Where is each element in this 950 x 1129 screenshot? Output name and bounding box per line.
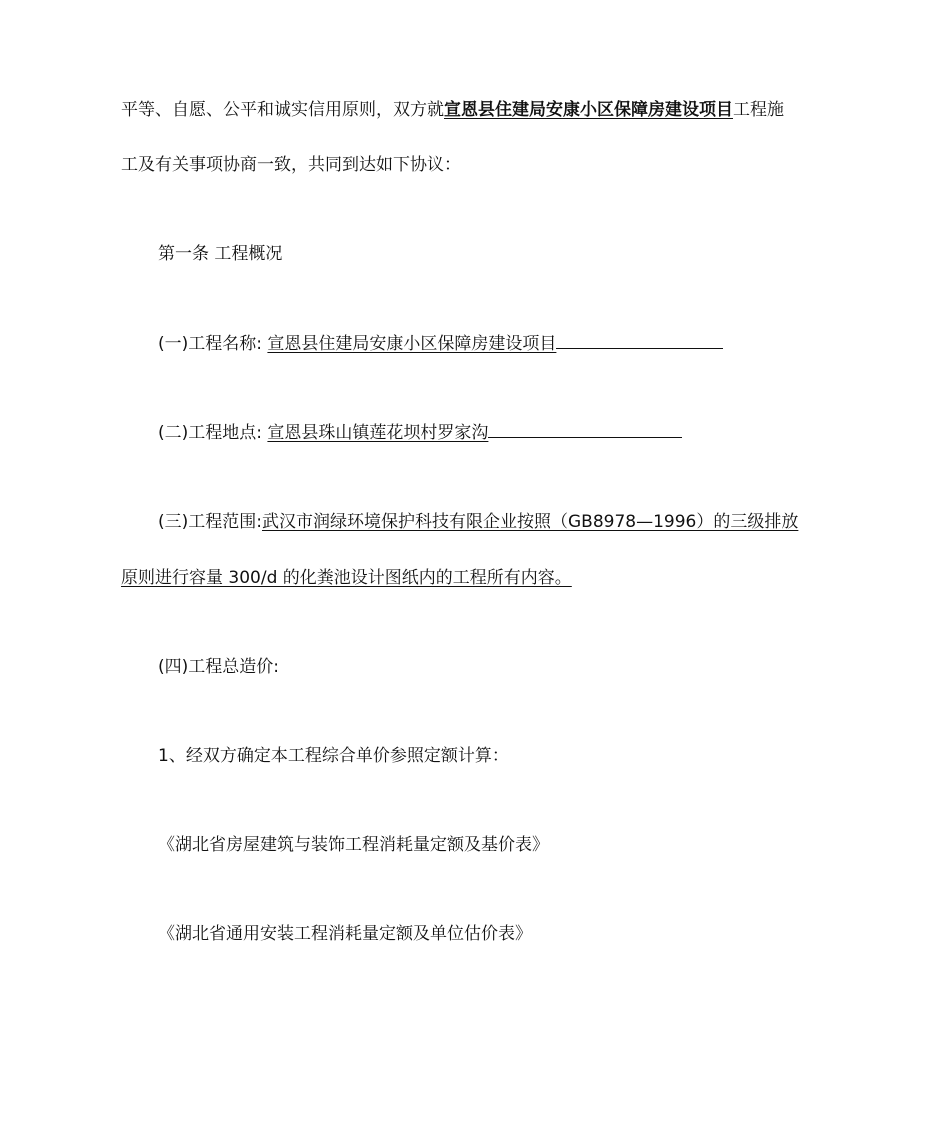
project-scope-value-line2: 原则进行容量 300/d 的化粪池设计图纸内的工程所有内容。 — [121, 568, 572, 588]
standard-document-1: 《湖北省房屋建筑与装饰工程消耗量定额及基价表》 — [158, 835, 549, 855]
project-scope-label: (三)工程范围: — [158, 512, 262, 532]
intro-text-continued: 工及有关事项协商一致，共同到达如下协议： — [121, 155, 461, 175]
intro-text-suffix: 工程施 — [733, 100, 784, 120]
project-location-label: (二)工程地点: — [158, 423, 268, 443]
standard-row-2 — [158, 922, 532, 946]
paragraph-line-1 — [121, 98, 784, 122]
total-cost-row — [158, 655, 279, 679]
project-name-value: 宣恩县住建局安康小区保障房建设项目 — [267, 334, 557, 354]
project-scope-value-line1: 武汉市润绿环境保护科技有限企业按照（GB8978—1996）的三级排放 — [262, 512, 799, 532]
article-1-title: 第一条 工程概况 — [158, 244, 283, 264]
fill-blank-line — [556, 347, 723, 349]
project-name-row — [158, 332, 723, 356]
standard-row-1 — [158, 833, 549, 857]
fill-blank-line — [488, 436, 682, 438]
project-scope-row — [158, 510, 798, 534]
intro-text: 平等、自愿、公平和诚实信用原则，双方就 — [121, 100, 444, 120]
pricing-point-row — [158, 744, 509, 768]
total-cost-label: (四)工程总造价: — [158, 657, 279, 677]
project-name-bold: 宣恩县住建局安康小区保障房建设项目 — [444, 100, 733, 120]
standard-document-2: 《湖北省通用安装工程消耗量定额及单位估价表》 — [158, 924, 532, 944]
project-name-label: (一)工程名称: — [158, 334, 268, 354]
pricing-point-1: 1、经双方确定本工程综合单价参照定额计算： — [158, 746, 509, 766]
project-location-row — [158, 421, 682, 445]
paragraph-line-2 — [121, 153, 461, 177]
article-heading — [158, 242, 282, 266]
project-location-value: 宣恩县珠山镇莲花坝村罗家沟 — [267, 423, 489, 443]
project-scope-row-continued — [121, 566, 572, 590]
